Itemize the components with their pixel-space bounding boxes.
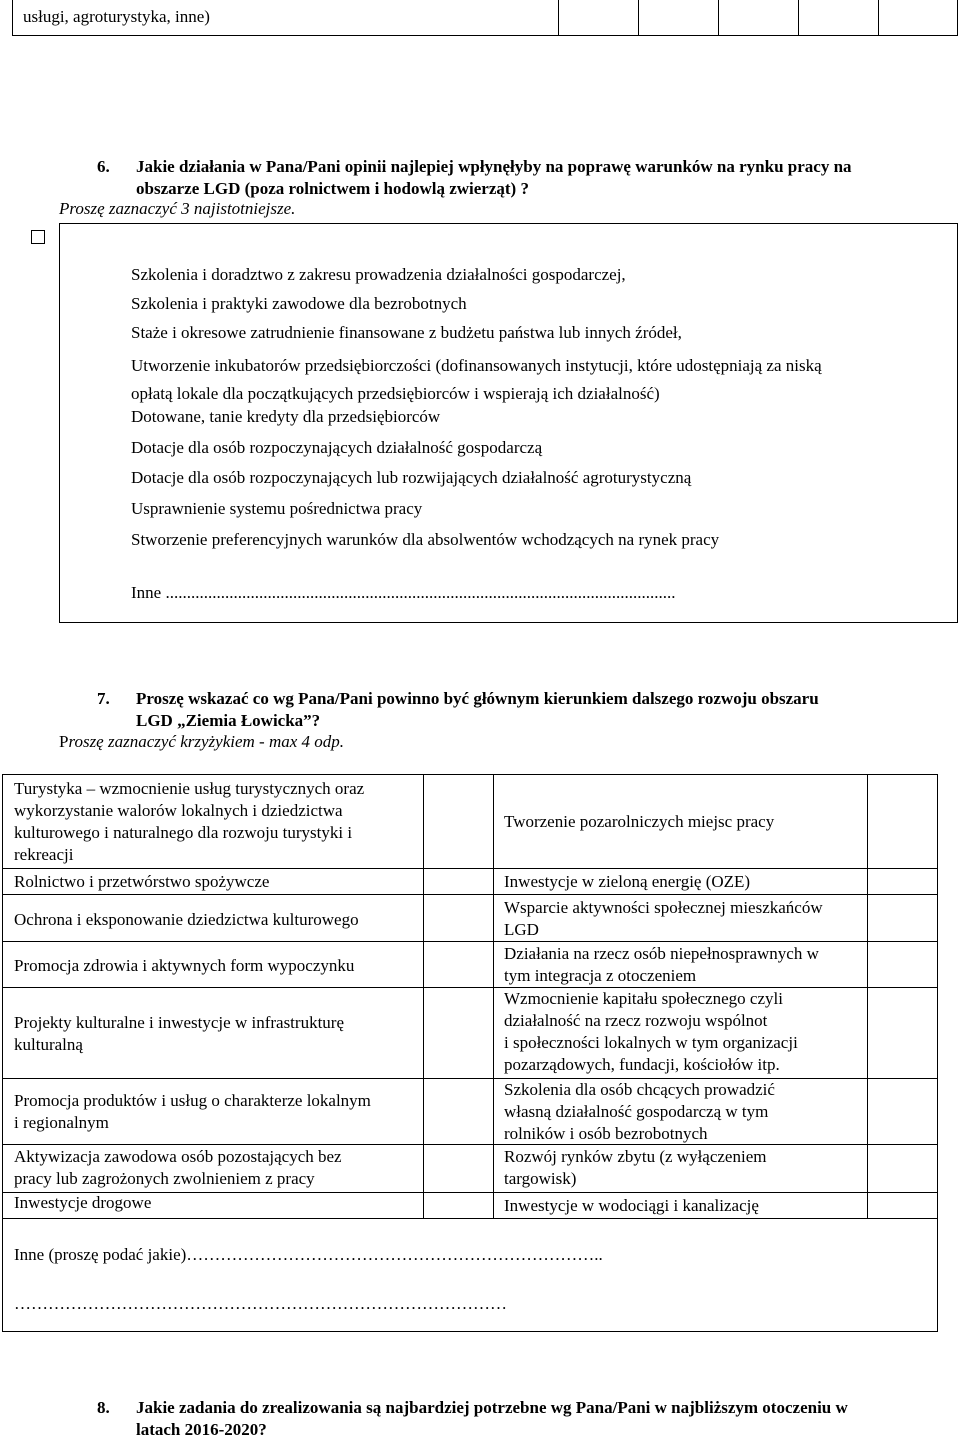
option-text-line: LGD (504, 920, 539, 939)
top-table-row (12, 0, 958, 36)
option-text-line: Rozwój rynków zbytu (z wyłączeniem (504, 1147, 767, 1166)
option-text-line: rolników i osób bezrobotnych (504, 1124, 708, 1143)
table-cell[interactable] (878, 0, 879, 35)
q7-left-option[interactable] (14, 1192, 151, 1214)
q8-number: 8. (97, 1398, 110, 1417)
q7-right-option[interactable] (504, 943, 819, 987)
option-text-line: targowisk) (504, 1169, 577, 1188)
option-text-line: Działania na rzecz osób niepełnosprawnych w (504, 944, 819, 963)
option-text-line: pozarządowych, fundacji, kościołów itp. (504, 1055, 780, 1074)
table-row-divider (2, 1218, 938, 1219)
option-text-line: Ochrona i eksponowanie dziedzictwa kulturowego (14, 910, 359, 929)
q7-question-line1: Proszę wskazać co wg Pana/Pani powinno być głównym kierunkiem dalszego rozwoju obszaru (136, 689, 819, 708)
option-text-line: własną działalność gospodarczą w tym (504, 1102, 769, 1121)
q6-number: 6. (97, 157, 110, 176)
option-text-line: Wzmocnienie kapitału społecznego czyli (504, 989, 783, 1008)
q6-option[interactable]: Dotacje dla osób rozpoczynających działalność gospodarczą (131, 438, 543, 457)
option-text-line: kulturowego i naturalnego dla rozwoju turystyki i (14, 823, 353, 842)
q7-left-option[interactable] (14, 871, 269, 893)
table-cell[interactable] (718, 0, 719, 35)
q7-right-option[interactable] (504, 871, 750, 893)
table-row-divider (2, 1078, 938, 1079)
q6-instruction: Proszę zaznaczyć 3 najistotniejsze. (59, 199, 296, 218)
table-cell[interactable] (798, 0, 799, 35)
q6-option[interactable]: Dotacje dla osób rozpoczynających lub rozwijających działalność agroturystyczną (131, 468, 692, 487)
q6-option[interactable]: Staże i okresowe zatrudnienie finansowane z budżetu państwa lub innych źródeł, (131, 323, 682, 342)
table-cell[interactable] (558, 0, 559, 35)
q6-option[interactable]: Stworzenie preferencyjnych warunków dla absolwentów wchodzących na rynek pracy (131, 530, 720, 549)
option-text-line: Tworzenie pozarolniczych miejsc pracy (504, 812, 775, 831)
q7-other-input-line2[interactable]: …………………………………………………………………………… (14, 1294, 507, 1313)
q7-right-option[interactable] (504, 1079, 775, 1145)
q7-instruction-prefix: P (59, 732, 69, 751)
option-text-line: wykorzystanie walorów lokalnych i dziedzictwa (14, 801, 343, 820)
option-text-line: Projekty kulturalne i inwestycje w infrastrukturę (14, 1013, 344, 1032)
q7-right-option[interactable] (504, 1195, 759, 1217)
option-text-line: Rolnictwo i przetwórstwo spożywcze (14, 872, 270, 891)
q8-question-line1: Jakie zadania do zrealizowania są najbardziej potrzebne wg Pana/Pani w najbliższym otoczeniu w (136, 1398, 848, 1417)
option-text-line: i regionalnym (14, 1113, 109, 1132)
option-text-line: Inwestycje drogowe (14, 1193, 152, 1212)
q8-question-line2: latach 2016-2020? (136, 1420, 267, 1439)
table-col-divider (493, 774, 494, 1218)
option-text-line: Wsparcie aktywności społecznej mieszkańców (504, 898, 823, 917)
q6-option-other[interactable]: Inne ........................................................................................................................ (131, 583, 676, 602)
table-col-divider (423, 774, 424, 1218)
option-text-line: Promocja zdrowia i aktywnych form wypoczynku (14, 956, 355, 975)
q7-instruction-text: roszę zaznaczyć krzyżykiem - max 4 odp. (68, 732, 345, 751)
q6-option-continued: opłatą lokale dla początkujących przedsiębiorców i wspierają ich działalność) (131, 384, 660, 403)
q6-option[interactable]: Dotowane, tanie kredyty dla przedsiębiorców (131, 407, 441, 426)
option-text-line: pracy lub zagrożonych zwolnieniem z pracy (14, 1169, 315, 1188)
q6-option[interactable]: Usprawnienie systemu pośrednictwa pracy (131, 499, 423, 518)
q7-question-line2: LGD „Ziemia Łowicka”? (136, 711, 321, 730)
checkbox-icon[interactable] (31, 230, 45, 244)
q7-right-option[interactable] (504, 897, 823, 941)
q7-left-option[interactable] (14, 1146, 342, 1190)
q7-left-option[interactable] (14, 1012, 344, 1056)
q7-right-option[interactable] (504, 1146, 766, 1190)
option-text-line: działalność na rzecz rozwoju wspólnot (504, 1011, 768, 1030)
table-row-divider (2, 941, 938, 942)
table-row-divider (2, 894, 938, 895)
q7-left-option[interactable] (14, 909, 359, 931)
q6-option[interactable]: Szkolenia i doradztwo z zakresu prowadzenia działalności gospodarczej, (131, 265, 626, 284)
q7-left-option[interactable] (14, 778, 364, 866)
q7-other-input-line1[interactable]: Inne (proszę podać jakie)……………………………………………………………….. (14, 1245, 603, 1264)
q6-option[interactable]: Szkolenia i praktyki zawodowe dla bezrobotnych (131, 294, 467, 313)
q7-right-option[interactable] (504, 988, 798, 1076)
q7-left-option[interactable] (14, 1090, 371, 1134)
option-text-line: Inwestycje w wodociągi i kanalizację (504, 1196, 759, 1215)
q6-question-line1: Jakie działania w Pana/Pani opinii najlepiej wpłynęłyby na poprawę warunków na rynku pracy na (136, 157, 852, 176)
q6-option[interactable]: Utworzenie inkubatorów przedsiębiorczości (dofinansowanych instytucji, które udostępniają za niską (131, 356, 822, 375)
option-text-line: i społeczności lokalnych w tym organizacji (504, 1033, 798, 1052)
option-text-line: kulturalną (14, 1035, 83, 1054)
option-text-line: Aktywizacja zawodowa osób pozostających bez (14, 1147, 342, 1166)
q7-number: 7. (97, 689, 110, 708)
option-text-line: Turystyka – wzmocnienie usług turystycznych oraz (14, 779, 365, 798)
table-row-divider (2, 868, 938, 869)
top-row-text: usługi, agroturystyka, inne) (23, 7, 210, 26)
option-text-line: tym integracja z otoczeniem (504, 966, 697, 985)
table-col-divider (867, 774, 868, 1218)
q7-right-option[interactable] (504, 811, 774, 833)
option-text-line: Promocja produktów i usług o charakterze lokalnym (14, 1091, 371, 1110)
q7-left-option[interactable] (14, 955, 354, 977)
option-text-line: rekreacji (14, 845, 74, 864)
table-cell[interactable] (638, 0, 639, 35)
q6-question-line2: obszarze LGD (poza rolnictwem i hodowlą zwierząt) ? (136, 179, 529, 198)
q7-instruction (59, 731, 344, 753)
table-row-divider (2, 1144, 938, 1145)
option-text-line: Szkolenia dla osób chcących prowadzić (504, 1080, 775, 1099)
option-text-line: Inwestycje w zieloną energię (OZE) (504, 872, 751, 891)
